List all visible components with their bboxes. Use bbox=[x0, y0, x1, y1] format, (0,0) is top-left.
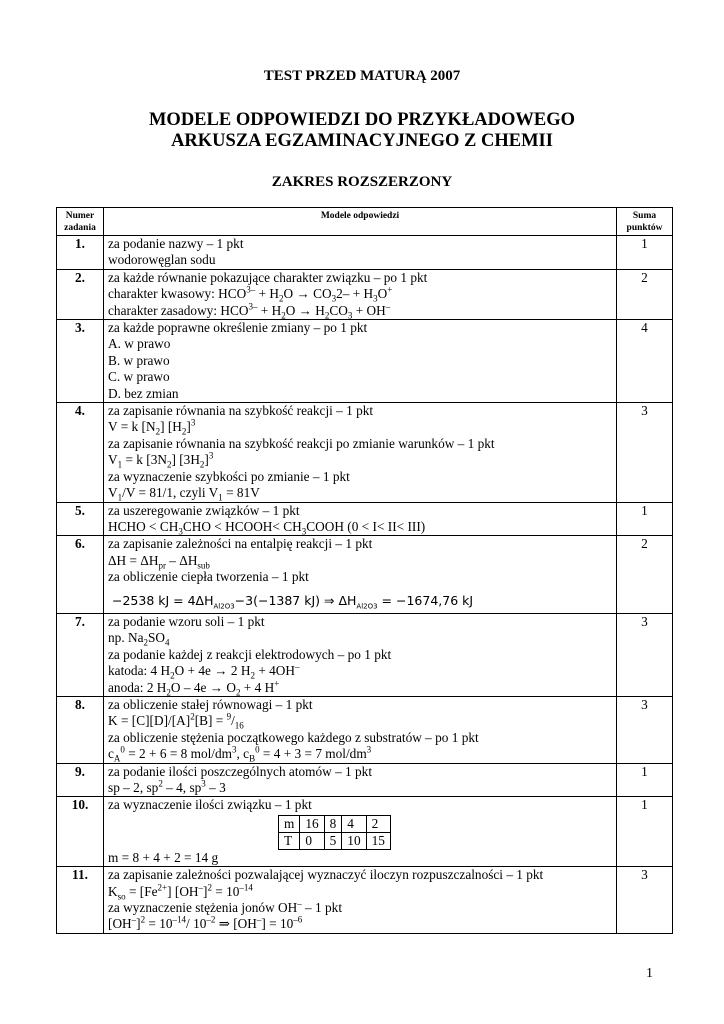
header-number-line-2: zadania bbox=[64, 223, 96, 233]
task-number: 8. bbox=[57, 696, 104, 763]
task-number: 11. bbox=[57, 867, 104, 934]
answer-line: za obliczenie ciepła tworzenia – 1 pkt bbox=[108, 569, 309, 585]
answer-line-formula: charakter kwasowy: $HCO^{3-} + H_2O \to CO_32- + H_3O^+$ bbox=[108, 284, 393, 304]
answer-line: za wyznaczenie stężenia jonów OH– – 1 pkt bbox=[108, 898, 343, 916]
inner-cell: 0 bbox=[300, 832, 324, 849]
inner-cell: 8 bbox=[324, 815, 342, 832]
level-title: ZAKRES ROZSZERZONY bbox=[271, 174, 453, 190]
table-row bbox=[57, 536, 673, 614]
header-sum-line-2: punktów bbox=[626, 223, 663, 233]
answer-line: za zapisanie zależności na entalpię reakcji – 1 pkt bbox=[108, 536, 373, 552]
header-models: Modele odpowiedzi bbox=[104, 208, 617, 236]
page-number: 1 bbox=[646, 966, 653, 981]
table-row bbox=[57, 797, 673, 867]
answer-line-formula: V = k $[N_2]$ $[H_2]^3$ bbox=[108, 418, 196, 438]
task-points: 4 bbox=[617, 320, 673, 403]
test-title: TEST PRZED MATURĄ 2007 bbox=[263, 68, 461, 84]
answer-line-formula: $V_1/V = 81/1$, czyli $V_1 = 81V$ bbox=[108, 485, 260, 503]
task-number: 6. bbox=[57, 536, 104, 614]
inner-cell: m bbox=[279, 815, 300, 832]
answer-line: za wyznaczenie szybkości po zmianie – 1 pkt bbox=[108, 468, 350, 484]
task-number: 10. bbox=[57, 797, 104, 867]
inner-cell: 5 bbox=[324, 832, 342, 849]
answer-line: za podanie ilości poszczególnych atomów – 1 pkt bbox=[108, 763, 373, 779]
table-row bbox=[57, 269, 673, 319]
enthalpy-equation: −2538 kJ = $4\Delta H_{Al2O3}-3(-1387$ kJ) ⇒ $\Delta H_{Al2O3} = -1674,76$ kJ bbox=[112, 592, 474, 611]
answer-line: za wyznaczenie ilości związku – 1 pkt bbox=[108, 797, 312, 813]
task-number: 4. bbox=[57, 403, 104, 502]
header-sum bbox=[617, 208, 673, 236]
table-row bbox=[57, 867, 673, 934]
table-row bbox=[57, 403, 673, 502]
task-points: 2 bbox=[617, 269, 673, 319]
task-answer bbox=[104, 696, 617, 763]
header-number bbox=[57, 208, 104, 236]
answer-line-formula: charakter zasadowy: $HCO^{3-} + H_2O \to H_2CO_3 + OH^-$ bbox=[108, 301, 391, 321]
task-points: 3 bbox=[617, 867, 673, 934]
task-points: 3 bbox=[617, 696, 673, 763]
answer-line: B. w prawo bbox=[108, 352, 170, 368]
answer-line-formula: anoda: 2 $H_2O - 4e \to O_2 + 4$ H+ bbox=[108, 678, 280, 698]
table-row bbox=[57, 613, 673, 696]
main-title-line-2: ARKUSZA EGZAMINACYJNEGO Z CHEMII bbox=[171, 131, 553, 151]
main-title bbox=[0, 110, 724, 152]
answer-line-formula: sp – 2, $sp^2 - 4$, $sp^3 - 3$ bbox=[108, 778, 226, 795]
answers-table bbox=[56, 207, 673, 934]
table-header-row bbox=[57, 208, 673, 236]
task-answer bbox=[104, 236, 617, 270]
answer-line: za zapisanie zależności pozwalającej wyznaczyć iloczyn rozpuszczalności – 1 pkt bbox=[108, 867, 544, 883]
answer-line-formula: $c_A^0 = 2 + 6 = 8$ mol/$dm^3$, $c_B^0 = 4 + 3 = 7$ mol/$dm^3$ bbox=[108, 744, 372, 764]
task-answer bbox=[104, 763, 617, 797]
table-row bbox=[57, 236, 673, 270]
answer-line-formula: $[OH^-]^2 = 10^{-14}/$ $10^{-2}$ ⇒ $[OH^-] = 10^{-6}$ bbox=[108, 915, 303, 932]
task-number: 9. bbox=[57, 763, 104, 797]
inner-cell: 4 bbox=[342, 815, 366, 832]
table-row bbox=[57, 320, 673, 403]
task-points: 2 bbox=[617, 536, 673, 614]
inner-table-row bbox=[279, 815, 391, 832]
answer-line: za obliczenie stężenia początkowego każdego z substratów – po 1 pkt bbox=[108, 729, 479, 745]
task-number: 7. bbox=[57, 613, 104, 696]
task-answer bbox=[104, 867, 617, 934]
task-answer bbox=[104, 269, 617, 319]
task-points: 1 bbox=[617, 763, 673, 797]
task-points: 3 bbox=[617, 613, 673, 696]
mass-time-table bbox=[278, 815, 391, 850]
header-sum-line-1: Suma bbox=[632, 211, 657, 221]
answer-line-formula: $V_1 = k$ $[3N_2]$ $[3H_2]^3$ bbox=[108, 450, 214, 470]
answer-line: za zapisanie równania na szybkość reakcji po zmianie warunków – 1 pkt bbox=[108, 435, 495, 451]
answer-line: za podanie nazwy – 1 pkt bbox=[108, 236, 244, 251]
answer-line-formula: np. $Na_2SO_4$ bbox=[108, 630, 170, 648]
inner-table-row bbox=[279, 832, 391, 849]
answer-line: za uszeregowanie związków – 1 pkt bbox=[108, 502, 300, 518]
task-number: 5. bbox=[57, 502, 104, 536]
task-points: 1 bbox=[617, 502, 673, 536]
answer-line: A. w prawo bbox=[108, 336, 171, 352]
answer-line-formula: $K_{so} = [Fe^{2+}] [OH^-]^2 = 10^{-14}$ bbox=[108, 882, 253, 902]
answer-line: C. w prawo bbox=[108, 369, 170, 385]
answer-line: za obliczenie stałej równowagi – 1 pkt bbox=[108, 696, 313, 712]
inner-cell: 2 bbox=[366, 815, 390, 832]
task-points: 3 bbox=[617, 403, 673, 502]
answer-line: za podanie każdej z reakcji elektrodowych – po 1 pkt bbox=[108, 646, 392, 662]
inner-cell: 10 bbox=[342, 832, 366, 849]
task-number: 1. bbox=[57, 236, 104, 270]
answer-line-formula: HCHO < $CH_3CHO$ < HCOOH< $CH_3COOH$ (0 < I< II< III) bbox=[108, 518, 426, 537]
table-row bbox=[57, 696, 673, 763]
answer-line: za zapisanie równania na szybkość reakcji – 1 pkt bbox=[108, 403, 374, 419]
task-number: 2. bbox=[57, 269, 104, 319]
answer-line-formula: $\Delta H = \Delta H_{pr} - \Delta H_{sub}$ bbox=[108, 552, 210, 571]
inner-cell: 16 bbox=[300, 815, 324, 832]
answer-line: za każde poprawne określenie zmiany – po 1 pkt bbox=[108, 320, 368, 336]
task-answer bbox=[104, 320, 617, 403]
task-number: 3. bbox=[57, 320, 104, 403]
task-answer bbox=[104, 613, 617, 696]
inner-cell: T bbox=[279, 832, 300, 849]
answer-line: za podanie wzoru soli – 1 pkt bbox=[108, 613, 265, 629]
answer-line: D. bez zmian bbox=[108, 385, 179, 401]
task-answer bbox=[104, 536, 617, 614]
task-points: 1 bbox=[617, 236, 673, 270]
table-row bbox=[57, 763, 673, 797]
main-title-line-1: MODELE ODPOWIEDZI DO PRZYKŁADOWEGO bbox=[148, 110, 576, 130]
answer-line: wodorowęglan sodu bbox=[108, 252, 216, 268]
table-row bbox=[57, 502, 673, 536]
answer-line: za każde równanie pokazujące charakter związku – po 1 pkt bbox=[108, 269, 428, 285]
answer-line-formula: katoda: 4 $H_2O + 4e \to 2$ $H_2 + 4OH^-$ bbox=[108, 661, 300, 681]
inner-cell: 15 bbox=[366, 832, 390, 849]
answer-line-formula: $K = [C][D]/[A]^2[B] = ^9/_{16}$ bbox=[108, 711, 244, 732]
task-answer bbox=[104, 797, 617, 867]
task-points: 1 bbox=[617, 797, 673, 867]
task-answer bbox=[104, 502, 617, 536]
header-number-line-1: Numer bbox=[65, 211, 95, 221]
task-answer bbox=[104, 403, 617, 502]
answer-line: m = 8 + 4 + 2 = 14 g bbox=[108, 849, 219, 865]
